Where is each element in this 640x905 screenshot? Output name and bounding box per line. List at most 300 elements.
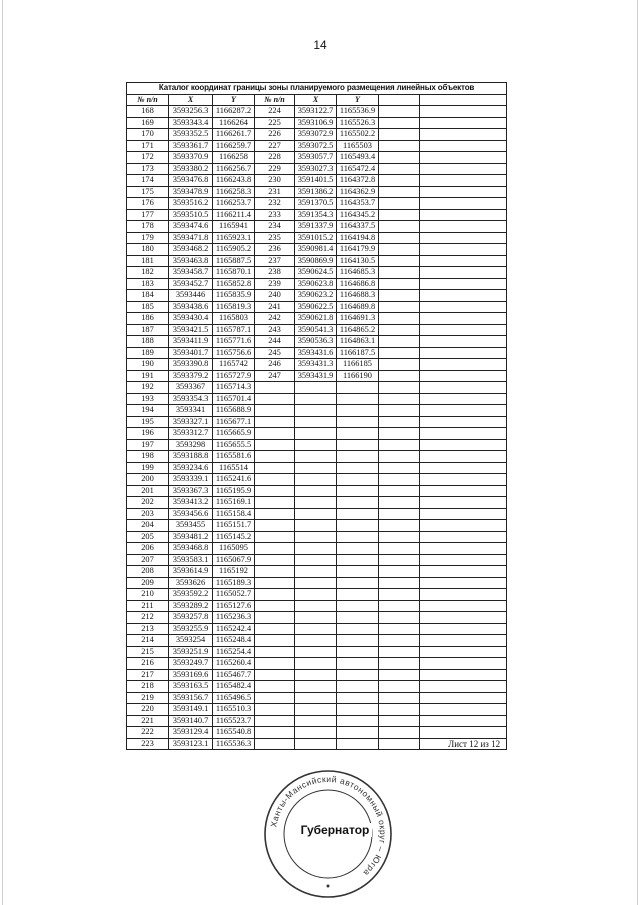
- cell-empty: [420, 244, 507, 256]
- cell-right-y: [337, 727, 379, 739]
- cell-left-x: 3593474.6: [169, 221, 213, 233]
- cell-right-x: [295, 451, 337, 463]
- cell-right-num: [255, 439, 295, 451]
- cell-left-x: 3593592.2: [169, 589, 213, 601]
- cell-left-x: 3593123.1: [169, 738, 213, 750]
- cell-left-x: 3593234.6: [169, 462, 213, 474]
- cell-empty: [420, 543, 507, 555]
- table-row: [127, 163, 507, 175]
- cell-right-y: [337, 497, 379, 509]
- cell-right-y: [337, 428, 379, 440]
- table-row: [127, 382, 507, 394]
- cell-left-num: 174: [127, 175, 169, 187]
- table-row: [127, 278, 507, 290]
- cell-empty: [379, 324, 420, 336]
- cell-right-x: 3591370.5: [295, 198, 337, 210]
- cell-right-num: [255, 393, 295, 405]
- cell-empty: [420, 163, 507, 175]
- cell-right-y: [337, 566, 379, 578]
- cell-left-x: 3593413.2: [169, 497, 213, 509]
- cell-left-num: 200: [127, 474, 169, 486]
- cell-right-num: 243: [255, 324, 295, 336]
- cell-left-x: 3593446: [169, 290, 213, 302]
- cell-left-x: 3593129.4: [169, 727, 213, 739]
- cell-left-x: 3593352.5: [169, 129, 213, 141]
- cell-right-y: 1164865.2: [337, 324, 379, 336]
- cell-left-num: 191: [127, 370, 169, 382]
- cell-empty: [379, 623, 420, 635]
- cell-right-x: 3590869.9: [295, 255, 337, 267]
- cell-left-x: 3593411.9: [169, 336, 213, 348]
- cell-empty: [379, 692, 420, 704]
- cell-empty: [379, 646, 420, 658]
- cell-empty: [379, 163, 420, 175]
- cell-left-x: 3593430.4: [169, 313, 213, 325]
- cell-empty: [379, 577, 420, 589]
- cell-right-x: 3591401.5: [295, 175, 337, 187]
- cell-left-y: 1165536.3: [213, 738, 255, 750]
- cell-empty: [420, 531, 507, 543]
- cell-left-x: 3593339.1: [169, 474, 213, 486]
- cell-left-x: 3593463.8: [169, 255, 213, 267]
- cell-left-y: 1165052.7: [213, 589, 255, 601]
- cell-left-y: 1165095: [213, 543, 255, 555]
- cell-empty: [379, 129, 420, 141]
- cell-left-num: 209: [127, 577, 169, 589]
- cell-right-x: 3591386.2: [295, 186, 337, 198]
- cell-left-num: 188: [127, 336, 169, 348]
- cell-right-x: [295, 658, 337, 670]
- cell-empty: [379, 267, 420, 279]
- cell-right-num: 229: [255, 163, 295, 175]
- cell-empty: [420, 416, 507, 428]
- cell-right-x: [295, 623, 337, 635]
- table-row: [127, 221, 507, 233]
- cell-empty: [420, 658, 507, 670]
- page-edge-left: [2, 0, 3, 905]
- table-row: [127, 439, 507, 451]
- cell-left-num: 207: [127, 554, 169, 566]
- cell-left-x: 3593401.7: [169, 347, 213, 359]
- cell-right-num: 224: [255, 106, 295, 118]
- cell-right-x: [295, 428, 337, 440]
- cell-right-x: 3593057.7: [295, 152, 337, 164]
- cell-empty: [420, 186, 507, 198]
- cell-empty: [420, 152, 507, 164]
- cell-right-x: [295, 554, 337, 566]
- cell-left-y: 1165482.4: [213, 681, 255, 693]
- cell-empty: [379, 462, 420, 474]
- table-row: [127, 600, 507, 612]
- cell-empty: [379, 497, 420, 509]
- table-row: [127, 704, 507, 716]
- cell-left-y: 1166256.7: [213, 163, 255, 175]
- cell-left-num: 213: [127, 623, 169, 635]
- cell-empty: [379, 520, 420, 532]
- cell-empty: [379, 140, 420, 152]
- cell-left-y: 1165241.6: [213, 474, 255, 486]
- cell-right-num: 239: [255, 278, 295, 290]
- cell-right-y: [337, 669, 379, 681]
- cell-right-num: 247: [255, 370, 295, 382]
- cell-right-y: 1166185: [337, 359, 379, 371]
- cell-left-x: 3593626: [169, 577, 213, 589]
- cell-right-x: [295, 485, 337, 497]
- cell-empty: [420, 393, 507, 405]
- cell-right-num: [255, 704, 295, 716]
- cell-left-x: 3593476.8: [169, 175, 213, 187]
- cell-left-num: 210: [127, 589, 169, 601]
- cell-left-num: 183: [127, 278, 169, 290]
- cell-right-num: [255, 531, 295, 543]
- cell-right-num: 244: [255, 336, 295, 348]
- cell-left-num: 198: [127, 451, 169, 463]
- cell-empty: [420, 612, 507, 624]
- table-row: [127, 451, 507, 463]
- cell-right-y: 1165526.3: [337, 117, 379, 129]
- header-empty-2: [420, 94, 507, 106]
- cell-left-x: 3593478.9: [169, 186, 213, 198]
- cell-empty: [379, 727, 420, 739]
- cell-left-num: 179: [127, 232, 169, 244]
- cell-empty: [379, 474, 420, 486]
- cell-right-y: 1165502.2: [337, 129, 379, 141]
- cell-right-num: [255, 727, 295, 739]
- cell-left-num: 194: [127, 405, 169, 417]
- cell-right-y: 1164686.8: [337, 278, 379, 290]
- cell-empty: [420, 405, 507, 417]
- cell-right-x: [295, 382, 337, 394]
- cell-left-y: 1166264: [213, 117, 255, 129]
- cell-right-x: [295, 531, 337, 543]
- table-row: [127, 370, 507, 382]
- table-row: [127, 117, 507, 129]
- cell-left-num: 204: [127, 520, 169, 532]
- header-num-right: № п/п: [255, 94, 295, 106]
- cell-left-x: 3593367: [169, 382, 213, 394]
- cell-right-y: 1164863.1: [337, 336, 379, 348]
- cell-right-x: 3590624.5: [295, 267, 337, 279]
- cell-left-x: 3593343.4: [169, 117, 213, 129]
- cell-empty: [420, 301, 507, 313]
- cell-empty: [379, 485, 420, 497]
- cell-right-y: [337, 485, 379, 497]
- table-row: [127, 681, 507, 693]
- cell-empty: [379, 313, 420, 325]
- cell-left-y: 1166211.4: [213, 209, 255, 221]
- cell-left-num: 217: [127, 669, 169, 681]
- cell-right-num: [255, 416, 295, 428]
- cell-left-x: 3593379.2: [169, 370, 213, 382]
- cell-empty: [379, 704, 420, 716]
- table-row: [127, 267, 507, 279]
- cell-right-y: [337, 600, 379, 612]
- cell-left-y: 1166258.3: [213, 186, 255, 198]
- table-row: [127, 175, 507, 187]
- seal-outer-text: Ханты-Мансийский автономный округ – Югра: [268, 773, 389, 879]
- cell-empty: [379, 106, 420, 118]
- cell-right-num: [255, 485, 295, 497]
- cell-right-y: 1166190: [337, 370, 379, 382]
- cell-left-num: 182: [127, 267, 169, 279]
- cell-left-num: 178: [127, 221, 169, 233]
- cell-right-num: [255, 692, 295, 704]
- cell-empty: [379, 428, 420, 440]
- cell-left-x: 3593156.7: [169, 692, 213, 704]
- table-row: [127, 129, 507, 141]
- cell-right-y: 1164353.7: [337, 198, 379, 210]
- header-x-left: X: [169, 94, 213, 106]
- cell-right-y: 1164688.3: [337, 290, 379, 302]
- cell-right-num: [255, 646, 295, 658]
- cell-right-num: [255, 623, 295, 635]
- cell-left-num: 180: [127, 244, 169, 256]
- cell-left-x: 3593370.9: [169, 152, 213, 164]
- table-title: Каталог координат границы зоны планируемого размещения линейных объектов: [127, 83, 507, 95]
- cell-left-num: 216: [127, 658, 169, 670]
- cell-empty: [420, 554, 507, 566]
- cell-right-num: 232: [255, 198, 295, 210]
- cell-right-y: [337, 508, 379, 520]
- cell-right-y: 1164685.3: [337, 267, 379, 279]
- cell-right-x: 3591015.2: [295, 232, 337, 244]
- cell-right-y: 1164194.8: [337, 232, 379, 244]
- table-row: [127, 612, 507, 624]
- cell-empty: [420, 704, 507, 716]
- cell-empty: [379, 635, 420, 647]
- cell-left-y: 1166258: [213, 152, 255, 164]
- table-row: [127, 152, 507, 164]
- cell-left-num: 187: [127, 324, 169, 336]
- cell-empty: [420, 106, 507, 118]
- cell-right-x: 3590623.2: [295, 290, 337, 302]
- cell-left-x: 3593455: [169, 520, 213, 532]
- cell-empty: [420, 290, 507, 302]
- cell-left-y: 1165540.8: [213, 727, 255, 739]
- cell-left-num: 171: [127, 140, 169, 152]
- cell-right-y: [337, 543, 379, 555]
- cell-right-x: 3591337.9: [295, 221, 337, 233]
- cell-right-num: 241: [255, 301, 295, 313]
- table-row: [127, 290, 507, 302]
- table-row: [127, 543, 507, 555]
- cell-left-x: 3593140.7: [169, 715, 213, 727]
- cell-left-num: 205: [127, 531, 169, 543]
- cell-right-y: [337, 462, 379, 474]
- cell-right-x: [295, 681, 337, 693]
- table-row: [127, 405, 507, 417]
- cell-left-x: 3593256.3: [169, 106, 213, 118]
- page-edge-right: [637, 0, 638, 905]
- cell-right-x: 3593431.9: [295, 370, 337, 382]
- cell-left-num: 172: [127, 152, 169, 164]
- header-num-left: № п/п: [127, 94, 169, 106]
- cell-left-y: 1165067.9: [213, 554, 255, 566]
- table-row: [127, 658, 507, 670]
- cell-empty: [420, 336, 507, 348]
- cell-empty: [420, 324, 507, 336]
- cell-left-y: 1165819.3: [213, 301, 255, 313]
- cell-left-num: 214: [127, 635, 169, 647]
- table-row: [127, 623, 507, 635]
- cell-left-y: 1166287.2: [213, 106, 255, 118]
- cell-empty: [420, 267, 507, 279]
- table-row: [127, 428, 507, 440]
- cell-empty: [420, 439, 507, 451]
- cell-left-x: 3593312.7: [169, 428, 213, 440]
- cell-right-y: [337, 623, 379, 635]
- cell-left-y: 1165756.6: [213, 347, 255, 359]
- cell-empty: [420, 474, 507, 486]
- cell-right-num: [255, 474, 295, 486]
- cell-empty: [379, 186, 420, 198]
- cell-left-num: 220: [127, 704, 169, 716]
- table-row: [127, 589, 507, 601]
- cell-left-y: 1165523.7: [213, 715, 255, 727]
- table-body: [127, 106, 507, 750]
- table-row: [127, 336, 507, 348]
- cell-right-x: [295, 646, 337, 658]
- cell-right-num: 228: [255, 152, 295, 164]
- cell-right-num: [255, 520, 295, 532]
- cell-empty: [379, 566, 420, 578]
- cell-empty: [420, 566, 507, 578]
- cell-empty: [379, 359, 420, 371]
- cell-right-num: 242: [255, 313, 295, 325]
- cell-left-x: 3593516.2: [169, 198, 213, 210]
- header-y-left: Y: [213, 94, 255, 106]
- cell-left-x: 3593380.2: [169, 163, 213, 175]
- table-header-row: [127, 94, 507, 106]
- cell-right-y: [337, 474, 379, 486]
- sheet-footer: Лист 12 из 12: [420, 738, 507, 750]
- cell-left-y: 1165803: [213, 313, 255, 325]
- cell-left-num: 215: [127, 646, 169, 658]
- cell-left-num: 211: [127, 600, 169, 612]
- cell-left-y: 1166253.7: [213, 198, 255, 210]
- cell-right-y: 1164372.8: [337, 175, 379, 187]
- cell-empty: [379, 681, 420, 693]
- cell-left-y: 1165771.6: [213, 336, 255, 348]
- cell-left-x: 3593458.7: [169, 267, 213, 279]
- cell-right-x: [295, 727, 337, 739]
- cell-empty: [379, 658, 420, 670]
- cell-left-num: 184: [127, 290, 169, 302]
- cell-right-y: 1164337.5: [337, 221, 379, 233]
- coordinates-table: [126, 82, 507, 750]
- cell-right-x: [295, 589, 337, 601]
- cell-right-y: 1165536.9: [337, 106, 379, 118]
- cell-empty: [379, 244, 420, 256]
- cell-empty: [420, 209, 507, 221]
- cell-left-y: 1165151.7: [213, 520, 255, 532]
- cell-empty: [420, 577, 507, 589]
- table-row: [127, 244, 507, 256]
- cell-left-y: 1165677.1: [213, 416, 255, 428]
- cell-empty: [379, 336, 420, 348]
- table-row: [127, 692, 507, 704]
- cell-right-x: 3590536.3: [295, 336, 337, 348]
- header-empty-1: [379, 94, 420, 106]
- cell-right-num: 225: [255, 117, 295, 129]
- cell-left-num: 222: [127, 727, 169, 739]
- cell-left-y: 1165189.3: [213, 577, 255, 589]
- cell-right-x: 3590981.4: [295, 244, 337, 256]
- cell-right-x: [295, 738, 337, 750]
- table-row: [127, 186, 507, 198]
- cell-right-num: [255, 577, 295, 589]
- cell-left-x: 3593614.9: [169, 566, 213, 578]
- cell-empty: [420, 347, 507, 359]
- cell-left-y: 1166243.8: [213, 175, 255, 187]
- cell-empty: [420, 382, 507, 394]
- cell-right-y: 1164179.9: [337, 244, 379, 256]
- cell-empty: [420, 255, 507, 267]
- cell-left-y: 1165467.7: [213, 669, 255, 681]
- cell-empty: [379, 416, 420, 428]
- cell-left-y: 1165701.4: [213, 393, 255, 405]
- cell-left-x: 3593468.2: [169, 244, 213, 256]
- cell-empty: [379, 451, 420, 463]
- cell-right-num: [255, 600, 295, 612]
- cell-left-x: 3593341: [169, 405, 213, 417]
- cell-right-num: [255, 428, 295, 440]
- cell-right-y: [337, 681, 379, 693]
- cell-right-num: 236: [255, 244, 295, 256]
- cell-right-y: 1164689.8: [337, 301, 379, 313]
- cell-left-x: 3593510.5: [169, 209, 213, 221]
- table-row: [127, 313, 507, 325]
- cell-empty: [420, 520, 507, 532]
- cell-left-x: 3593583.1: [169, 554, 213, 566]
- cell-left-x: 3593481.2: [169, 531, 213, 543]
- cell-right-num: 245: [255, 347, 295, 359]
- cell-empty: [379, 221, 420, 233]
- cell-left-y: 1165195.9: [213, 485, 255, 497]
- cell-empty: [420, 129, 507, 141]
- cell-left-y: 1165254.4: [213, 646, 255, 658]
- table-row: [127, 646, 507, 658]
- cell-left-num: 195: [127, 416, 169, 428]
- seal-center-text: Губернатор: [298, 823, 372, 837]
- table-row: [127, 497, 507, 509]
- cell-left-x: 3593169.6: [169, 669, 213, 681]
- cell-left-x: 3593452.7: [169, 278, 213, 290]
- table-row: [127, 566, 507, 578]
- cell-left-x: 3593354.3: [169, 393, 213, 405]
- cell-left-y: 1165581.6: [213, 451, 255, 463]
- cell-empty: [379, 255, 420, 267]
- cell-empty: [379, 393, 420, 405]
- cell-right-num: 233: [255, 209, 295, 221]
- cell-right-x: [295, 612, 337, 624]
- cell-right-num: [255, 635, 295, 647]
- cell-right-num: 231: [255, 186, 295, 198]
- cell-right-y: [337, 738, 379, 750]
- cell-right-num: 240: [255, 290, 295, 302]
- table-row: [127, 727, 507, 739]
- cell-empty: [379, 543, 420, 555]
- cell-empty: [379, 405, 420, 417]
- cell-right-x: [295, 715, 337, 727]
- cell-left-num: 192: [127, 382, 169, 394]
- cell-left-num: 203: [127, 508, 169, 520]
- cell-empty: [420, 232, 507, 244]
- table-row: [127, 462, 507, 474]
- cell-empty: [379, 370, 420, 382]
- cell-left-x: 3593456.6: [169, 508, 213, 520]
- cell-right-x: [295, 704, 337, 716]
